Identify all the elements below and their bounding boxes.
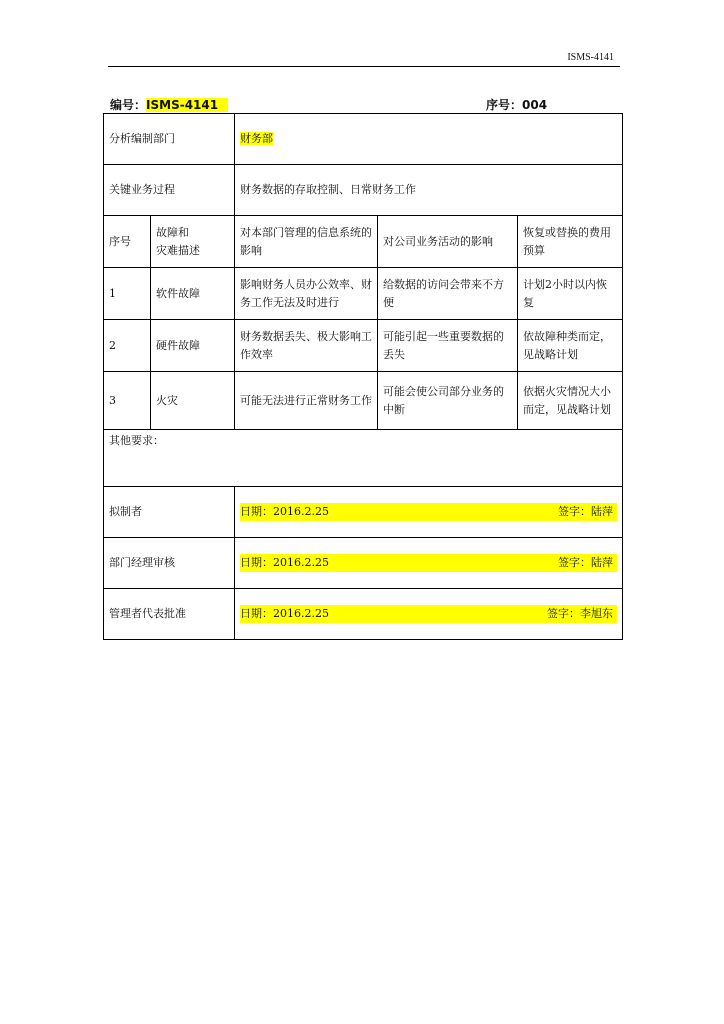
process-row [104, 165, 623, 216]
doc-number-value: ISMS-4141 [146, 98, 228, 112]
analysis-form-table [103, 113, 623, 640]
doc-number-label: 编号： [110, 98, 147, 112]
col-header-budget: 恢复或替换的费用预算 [518, 216, 623, 268]
col-header-fault: 故障和 灾难描述 [151, 216, 235, 268]
signature-role: 管理者代表批准 [104, 589, 235, 640]
other-requirements-row [104, 430, 623, 487]
row-seq: 1 [104, 268, 151, 320]
signature-date: 日期：2016.2.25 [240, 505, 329, 518]
row-budget: 计划2小时以内恢复 [518, 268, 623, 320]
row-fault: 火灾 [151, 372, 235, 430]
row-business-impact: 给数据的访问会带来不方便 [378, 268, 518, 320]
process-value: 财务数据的存取控制、日常财务工作 [235, 165, 623, 216]
signature-date: 日期：2016.2.25 [240, 556, 329, 569]
table-row [104, 372, 623, 430]
row-system-impact: 可能无法进行正常财务工作 [235, 372, 378, 430]
other-requirements: 其他要求： [104, 430, 623, 487]
header-rule [108, 66, 620, 67]
row-fault: 硬件故障 [151, 320, 235, 372]
row-fault: 软件故障 [151, 268, 235, 320]
table-row [104, 320, 623, 372]
signature-signer: 签字：李旭东 [547, 607, 614, 620]
table-row [104, 268, 623, 320]
signature-row [104, 487, 623, 538]
row-business-impact: 可能引起一些重要数据的丢失 [378, 320, 518, 372]
col-header-seq: 序号 [104, 216, 151, 268]
dept-label: 分析编制部门 [104, 114, 235, 165]
dept-value-cell [235, 114, 623, 165]
signature-role: 拟制者 [104, 487, 235, 538]
row-seq: 3 [104, 372, 151, 430]
signature-row [104, 589, 623, 640]
signature-role: 部门经理审核 [104, 538, 235, 589]
header-doc-code: ISMS-4141 [567, 52, 614, 63]
row-system-impact: 影响财务人员办公效率、财务工作无法及时进行 [235, 268, 378, 320]
row-system-impact: 财务数据丢失、极大影响工作效率 [235, 320, 378, 372]
column-header-row [104, 216, 623, 268]
sequence-number: 序号：004 [486, 98, 548, 112]
dept-value: 财务部 [240, 132, 273, 145]
signature-cell [235, 589, 623, 640]
row-budget: 依故障种类而定，见战略计划 [518, 320, 623, 372]
process-label: 关键业务过程 [104, 165, 235, 216]
col-header-system-impact: 对本部门管理的信息系统的影响 [235, 216, 378, 268]
signature-cell [235, 487, 623, 538]
dept-row [104, 114, 623, 165]
signature-signer: 签字：陆萍 [558, 556, 614, 569]
doc-number [110, 96, 228, 113]
signature-cell [235, 538, 623, 589]
signature-date: 日期：2016.2.25 [240, 607, 329, 620]
col-header-business-impact: 对公司业务活动的影响 [378, 216, 518, 268]
signature-row [104, 538, 623, 589]
row-budget: 依据火灾情况大小而定，见战略计划 [518, 372, 623, 430]
row-business-impact: 可能会使公司部分业务的中断 [378, 372, 518, 430]
row-seq: 2 [104, 320, 151, 372]
signature-signer: 签字：陆萍 [558, 505, 614, 518]
